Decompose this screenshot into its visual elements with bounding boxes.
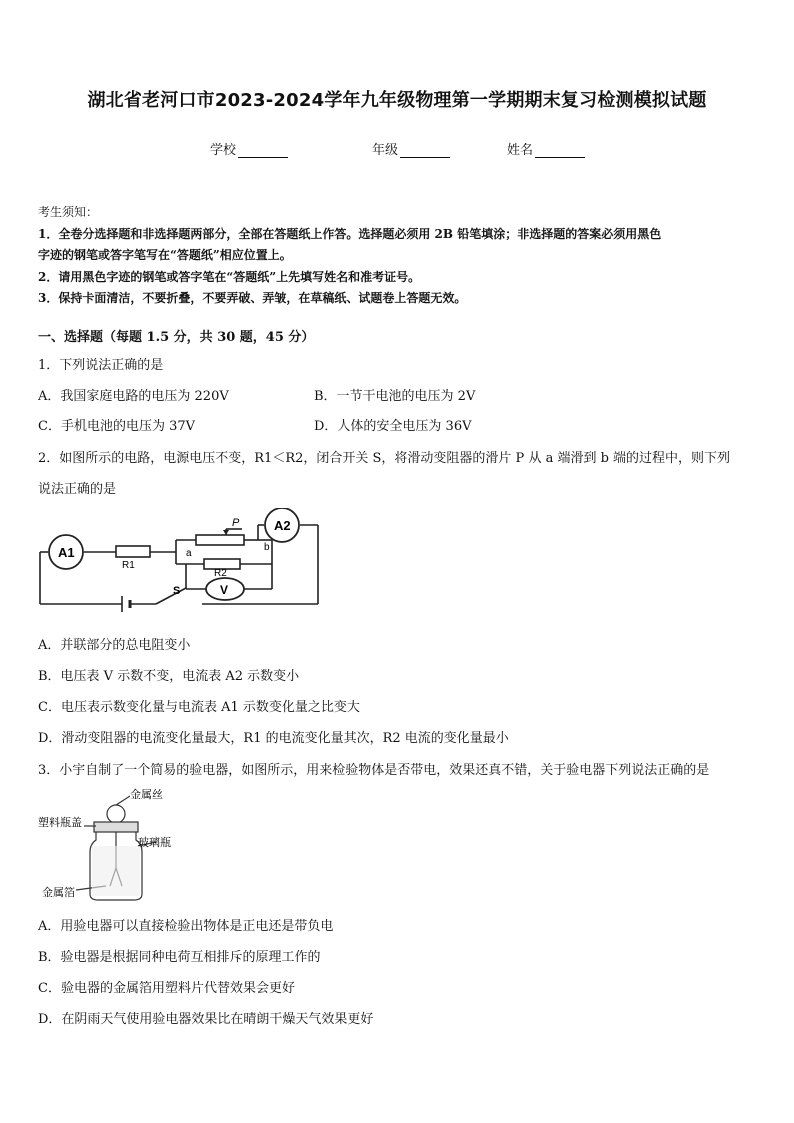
circuit-diagram xyxy=(36,508,326,612)
switch-s-label: S xyxy=(173,585,181,597)
q2-stem-line2: 说法正确的是 xyxy=(38,482,117,497)
plastic-cap-label: 塑料瓶盖 xyxy=(38,817,82,829)
section-heading: 一、选择题（每题 1.5 分，共 30 题，45 分） xyxy=(38,330,315,345)
r1-label: R1 xyxy=(122,560,135,571)
grade-blank xyxy=(400,143,450,158)
grade-field xyxy=(372,139,450,158)
q3-option-d: D．在阴雨天气使用验电器效果比在晴朗干燥天气效果更好 xyxy=(38,1012,374,1027)
school-label: 学校 xyxy=(210,143,237,158)
q2-stem-line1: 2．如图所示的电路，电源电压不变，R1＜R2，闭合开关 S，将滑动变阻器的滑片 P 从 a 端滑到 b 端的过程中，则下列 xyxy=(38,451,731,466)
exam-notes xyxy=(38,202,758,310)
school-field xyxy=(210,139,288,158)
q1-stem: 1．下列说法正确的是 xyxy=(38,358,164,373)
q1-option-b: B．一节干电池的电压为 2V xyxy=(314,389,476,404)
end-a-label: a xyxy=(186,548,192,559)
name-label: 姓名 xyxy=(507,143,534,158)
q2-option-a: A．并联部分的总电阻变小 xyxy=(38,638,191,653)
school-blank xyxy=(238,143,288,158)
q2-option-b: B．电压表 V 示数不变，电流表 A2 示数变小 xyxy=(38,669,300,684)
grade-label: 年级 xyxy=(372,143,399,158)
q3-option-a: A．用验电器可以直接检验出物体是正电还是带负电 xyxy=(38,919,334,934)
end-b-label: b xyxy=(264,542,270,553)
q3-option-b: B．验电器是根据同种电荷互相排斥的原理工作的 xyxy=(38,950,321,965)
q1-option-c: C．手机电池的电压为 37V xyxy=(38,419,196,434)
electroscope-diagram xyxy=(36,786,196,906)
r2-label: R2 xyxy=(214,568,227,579)
note-line: 1．全卷分选择题和非选择题两部分，全部在答题纸上作答。选择题必须用 2B 铅笔填涂；非选择题的答案必须用黑色 xyxy=(38,226,662,241)
slider-p-label: P xyxy=(232,517,240,529)
voltmeter-label: V xyxy=(220,583,229,597)
q2-option-c: C．电压表示数变化量与电流表 A1 示数变化量之比变大 xyxy=(38,700,360,715)
ammeter-a2-label: A2 xyxy=(274,518,291,533)
q1-option-a: A．我国家庭电路的电压为 220V xyxy=(38,389,229,404)
ammeter-a1-label: A1 xyxy=(58,545,75,560)
note-line: 2．请用黑色字迹的钢笔或答字笔在“答题纸”上先填写姓名和准考证号。 xyxy=(38,269,421,284)
note-line: 字迹的钢笔或答字笔写在“答题纸”相应位置上。 xyxy=(38,248,292,262)
q3-stem: 3．小宇自制了一个简易的验电器，如图所示，用来检验物体是否带电，效果还真不错，关于验电器下列说法正确的是 xyxy=(38,763,710,778)
q1-option-d: D．人体的安全电压为 36V xyxy=(314,419,472,434)
q2-option-d: D．滑动变阻器的电流变化量最大，R1 的电流变化量其次，R2 电流的变化量最小 xyxy=(38,731,509,746)
page-title: 湖北省老河口市2023-2024学年九年级物理第一学期期末复习检测模拟试题 xyxy=(87,90,707,111)
name-blank xyxy=(535,143,585,158)
notes-header: 考生须知： xyxy=(38,205,99,219)
name-field xyxy=(507,139,585,158)
q3-option-c: C．验电器的金属箔用塑料片代替效果会更好 xyxy=(38,981,295,996)
metal-wire-label: 金属丝 xyxy=(130,789,163,801)
glass-bottle-label: 玻璃瓶 xyxy=(138,837,171,849)
metal-foil-label: 金属箔 xyxy=(42,887,75,899)
note-line: 3．保持卡面清洁，不要折叠，不要弄破、弄皱，在草稿纸、试题卷上答题无效。 xyxy=(38,291,467,305)
